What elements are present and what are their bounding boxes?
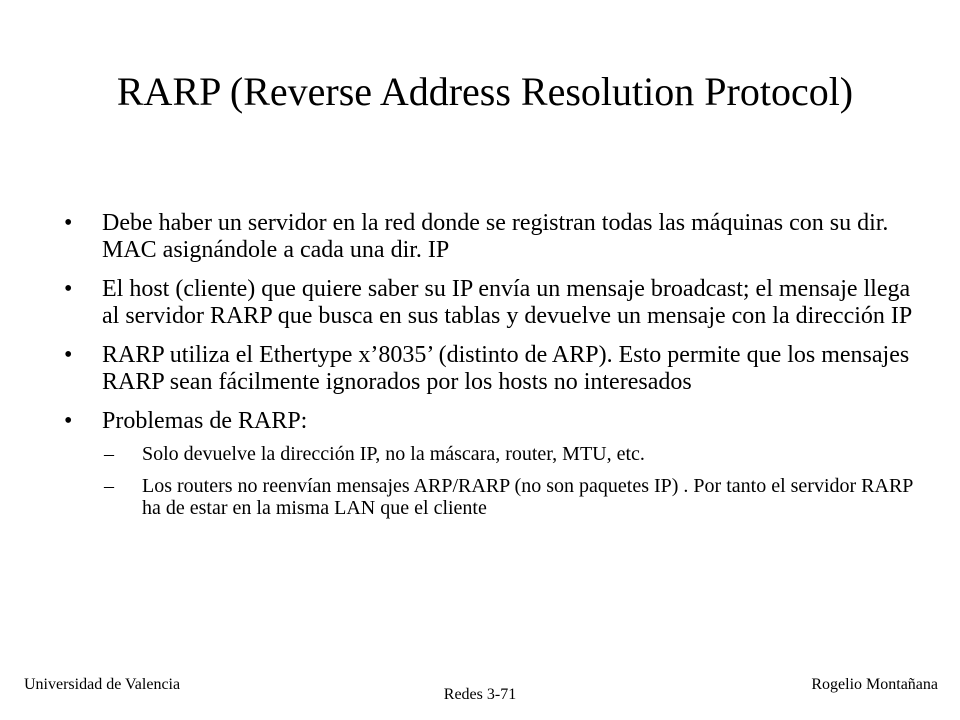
sub-bullet-text: Solo devuelve la dirección IP, no la máscara, router, MTU, etc. [142, 443, 645, 465]
bullet-item [60, 342, 920, 396]
bullet-text: Debe haber un servidor en la red donde se registran todas las máquinas con su dir. MAC asignándole a cada una dir. IP [102, 210, 889, 263]
bullet-text: RARP utiliza el Ethertype x’8035’ (distinto de ARP). Esto permite que los mensajes RARP sean fácilmente ignorados por los hosts no interesados [102, 342, 910, 395]
sub-bullet-item [102, 443, 920, 465]
footer-page-number: Redes 3-71 [443, 686, 517, 703]
bullet-marker: • [64, 210, 73, 236]
bullet-item [60, 408, 920, 519]
bullet-text: Problemas de RARP: [102, 408, 308, 434]
bullet-item [60, 276, 920, 330]
bullet-marker: • [64, 408, 73, 434]
bullet-item [60, 210, 920, 264]
bullet-text: El host (cliente) que quiere saber su IP envía un mensaje broadcast; el mensaje llega al servidor RARP que busca en sus tablas y devuelve un mensaje con la dirección IP [102, 276, 913, 329]
footer-institution: Universidad de Valencia [24, 676, 181, 693]
bullet-marker: • [64, 342, 73, 368]
sub-bullet-list [102, 443, 920, 519]
sub-bullet-marker: – [104, 443, 114, 465]
sub-bullet-item [102, 475, 920, 519]
bullet-marker: • [64, 276, 73, 302]
sub-bullet-text: Los routers no reenvían mensajes ARP/RARP (no son paquetes IP) . Por tanto el servidor RARP ha de estar en la misma LAN que el cliente [142, 475, 913, 519]
sub-bullet-marker: – [104, 475, 114, 497]
slide-title: RARP (Reverse Address Resolution Protocol) [116, 69, 854, 114]
footer-author: Rogelio Montañana [811, 676, 938, 693]
bullet-list [60, 210, 920, 531]
